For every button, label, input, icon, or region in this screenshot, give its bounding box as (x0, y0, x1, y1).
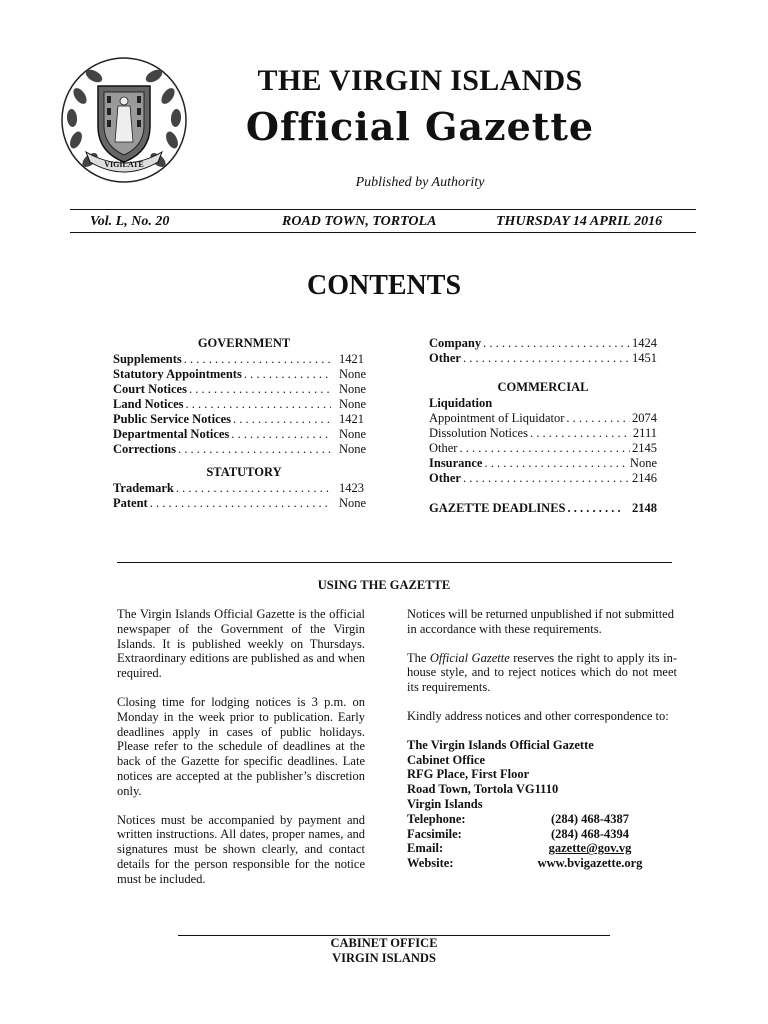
gazette-title: THE VIRGIN ISLANDS (257, 64, 583, 97)
section-divider (117, 562, 672, 563)
using-right-column (407, 607, 677, 871)
toc-entry: Patent . . . None (113, 496, 375, 511)
paragraph: Notices will be returned unpublished if not submitted in accordance with these requirements. (407, 607, 674, 636)
publication-date: THURSDAY 14 APRIL 2016 (496, 214, 663, 229)
toc-entry: Statutory Appointments . . . None (113, 367, 375, 382)
gazette-subtitle: Official Gazette (245, 104, 595, 149)
toc-entry: Public Service Notices . . . 1421 (113, 412, 375, 427)
contact-website: Website: www.bvigazette.org (407, 856, 677, 871)
address-line: Cabinet Office (407, 752, 486, 767)
toc-entry: Trademark . . . 1423 (113, 481, 375, 496)
toc-entry: Dissolution Notices . . . 2111 (429, 426, 657, 441)
toc-entry: Appointment of Liquidator . . . 2074 (429, 411, 657, 426)
toc-heading-government: GOVERNMENT (197, 336, 291, 350)
email-link[interactable]: gazette@gov.vg (548, 841, 632, 856)
coat-of-arms-icon (60, 56, 188, 184)
toc-entry-deadlines: GAZETTE DEADLINES . . . 2148 (429, 501, 657, 516)
toc-entry: Company . . . 1424 (429, 336, 657, 351)
toc-subheading-liquidation: Liquidation (429, 396, 493, 410)
address-line: The Virgin Islands Official Gazette (407, 737, 594, 752)
paragraph: Kindly address notices and other correspondence to: (407, 708, 669, 723)
toc-entry: Corrections . . . None (113, 442, 375, 457)
toc-entry: Departmental Notices . . . None (113, 427, 375, 442)
footer-line-1: CABINET OFFICE (330, 936, 438, 950)
contact-telephone: Telephone: (284) 468-4387 (407, 811, 630, 826)
paragraph: Closing time for lodging notices is 3 p.m. on Monday in the week prior to publication. Early deadlines apply in cases of public holidays. Please refer to the schedule of deadlines at the back of the Gazette for specific deadlines. Late notices are accepted at the publisher’s discretion only. (117, 694, 365, 798)
toc-entry: Other . . . 2145 (429, 441, 657, 456)
paragraph: Notices must be accompanied by payment and written instructions. All dates, proper names, and signatures must be shown clearly, and contact details for the person responsible for the notice must be included. (117, 812, 365, 886)
footer-line-2: VIRGIN ISLANDS (332, 951, 436, 965)
address-line: RFG Place, First Floor (407, 767, 530, 782)
toc-entry: Land Notices . . . None (113, 397, 375, 412)
toc-heading-commercial: COMMERCIAL (497, 380, 589, 394)
toc-heading-statutory: STATUTORY (206, 465, 282, 479)
toc-entry: Other . . . 2146 (429, 471, 657, 486)
toc-left-column (113, 336, 375, 511)
using-left-column (117, 607, 365, 901)
contact-facsimile: Facsimile: (284) 468-4394 (407, 826, 630, 841)
published-by-authority: Published by Authority (355, 175, 485, 190)
address-line: Virgin Islands (407, 796, 483, 811)
masthead-rule-bottom (70, 232, 696, 233)
using-gazette-heading: USING THE GAZETTE (317, 578, 451, 592)
website-link[interactable]: www.bvigazette.org (537, 856, 643, 871)
toc-entry: Supplements . . . 1421 (113, 352, 375, 367)
toc-entry: Insurance . . . None (429, 456, 657, 471)
toc-entry: Other . . . 1451 (429, 351, 657, 366)
masthead-rule-top (70, 209, 696, 210)
address-line: Road Town, Tortola VG1110 (407, 782, 559, 797)
toc-entry: Court Notices . . . None (113, 382, 375, 397)
publication-location: ROAD TOWN, TORTOLA (282, 214, 437, 229)
volume-number: Vol. L, No. 20 (90, 214, 170, 229)
contact-email: Email: gazette@gov.vg (407, 841, 677, 856)
paragraph: The Official Gazette reserves the right to apply its in-house style, and to reject notices which do not meet its requirements. (407, 650, 678, 695)
toc-right-column (429, 336, 657, 516)
contents-heading: CONTENTS (306, 270, 462, 301)
paragraph: The Virgin Islands Official Gazette is the official newspaper of the Government of the Virgin Islands. It is published weekly on Thursdays. Extraordinary editions are published as and when required. (117, 607, 365, 681)
svg-text:VIGILATE: VIGILATE (104, 160, 144, 169)
